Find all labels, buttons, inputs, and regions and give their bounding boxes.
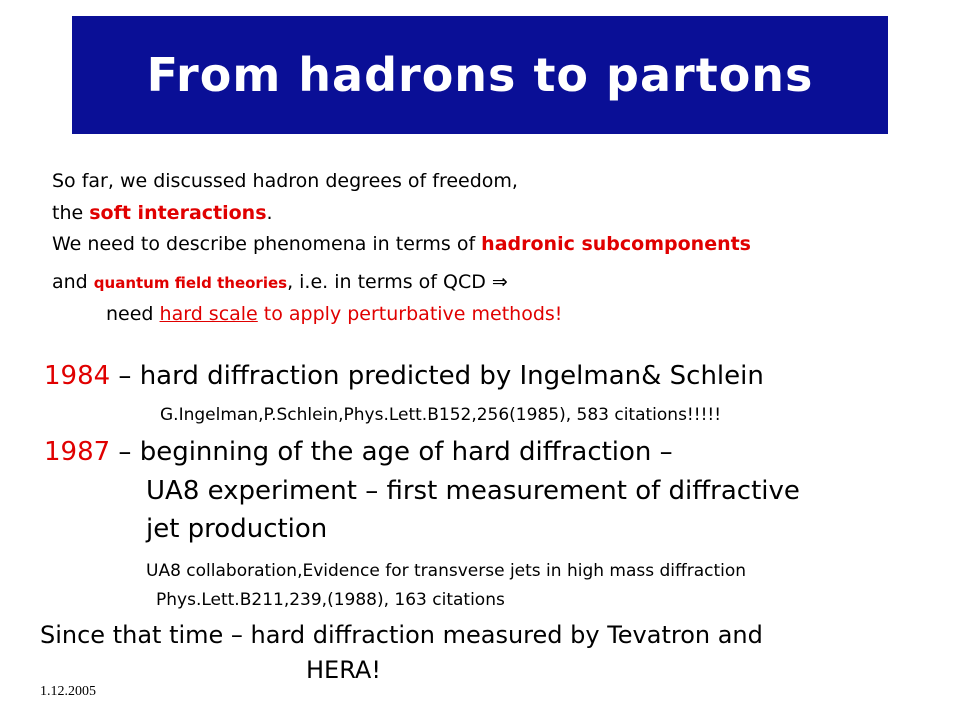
conclusion-line-2 (306, 656, 381, 684)
intro-text: . (266, 202, 273, 224)
conclusion-text: HERA! (306, 656, 381, 684)
conclusion-line-1 (40, 621, 763, 649)
intro-text: the (52, 202, 90, 224)
intro-text: We need to describe phenomena in terms of (52, 233, 482, 255)
intro-text: need (106, 303, 160, 325)
intro-line-1 (52, 170, 518, 192)
intro-line-3 (52, 233, 751, 255)
intro-line-2 (52, 202, 273, 224)
year-1984: 1984 (44, 361, 111, 391)
history-text: – hard diffraction predicted by Ingelman& Schlein (110, 361, 764, 391)
intro-line-4 (52, 271, 508, 293)
perturbative-text: to apply perturbative methods! (257, 303, 563, 325)
footer-date: 1.12.2005 (40, 684, 96, 699)
citation-text: G.Ingelman,P.Schlein,Phys.Lett.B152,256(1985), 583 citations!!!!! (160, 405, 722, 425)
citation-ua8-1 (146, 561, 746, 581)
year-1987: 1987 (44, 437, 111, 467)
intro-text: So far, we discussed hadron degrees of freedom, (52, 170, 518, 192)
citation-text: UA8 collaboration,Evidence for transverse jets in high mass diffraction (146, 561, 747, 581)
hadronic-subcomponents-highlight: hadronic subcomponents (481, 233, 751, 255)
history-text: – beginning of the age of hard diffraction – (110, 437, 673, 467)
history-jet-production (146, 514, 327, 544)
citation-ua8-2 (156, 590, 505, 610)
soft-interactions-highlight: soft interactions (89, 202, 267, 224)
citation-ingelman (160, 405, 721, 425)
hard-scale-link: hard scale (159, 303, 258, 325)
intro-line-5 (106, 303, 562, 325)
citation-text: Phys.Lett.B211,239,(1988), 163 citations (156, 590, 505, 610)
history-text: UA8 experiment – first measurement of diffractive (146, 476, 800, 506)
slide-title: From hadrons to partons (146, 48, 814, 102)
history-ua8 (146, 476, 800, 506)
history-1984 (44, 361, 764, 391)
history-1987 (44, 437, 673, 467)
intro-text: , i.e. in terms of QCD ⇒ (287, 271, 508, 293)
history-text: jet production (146, 514, 328, 544)
qft-highlight: quantum field theories (93, 274, 288, 292)
intro-text: and (52, 271, 94, 293)
conclusion-text: Since that time – hard diffraction measured by Tevatron and (40, 621, 763, 649)
title-banner (72, 16, 888, 134)
